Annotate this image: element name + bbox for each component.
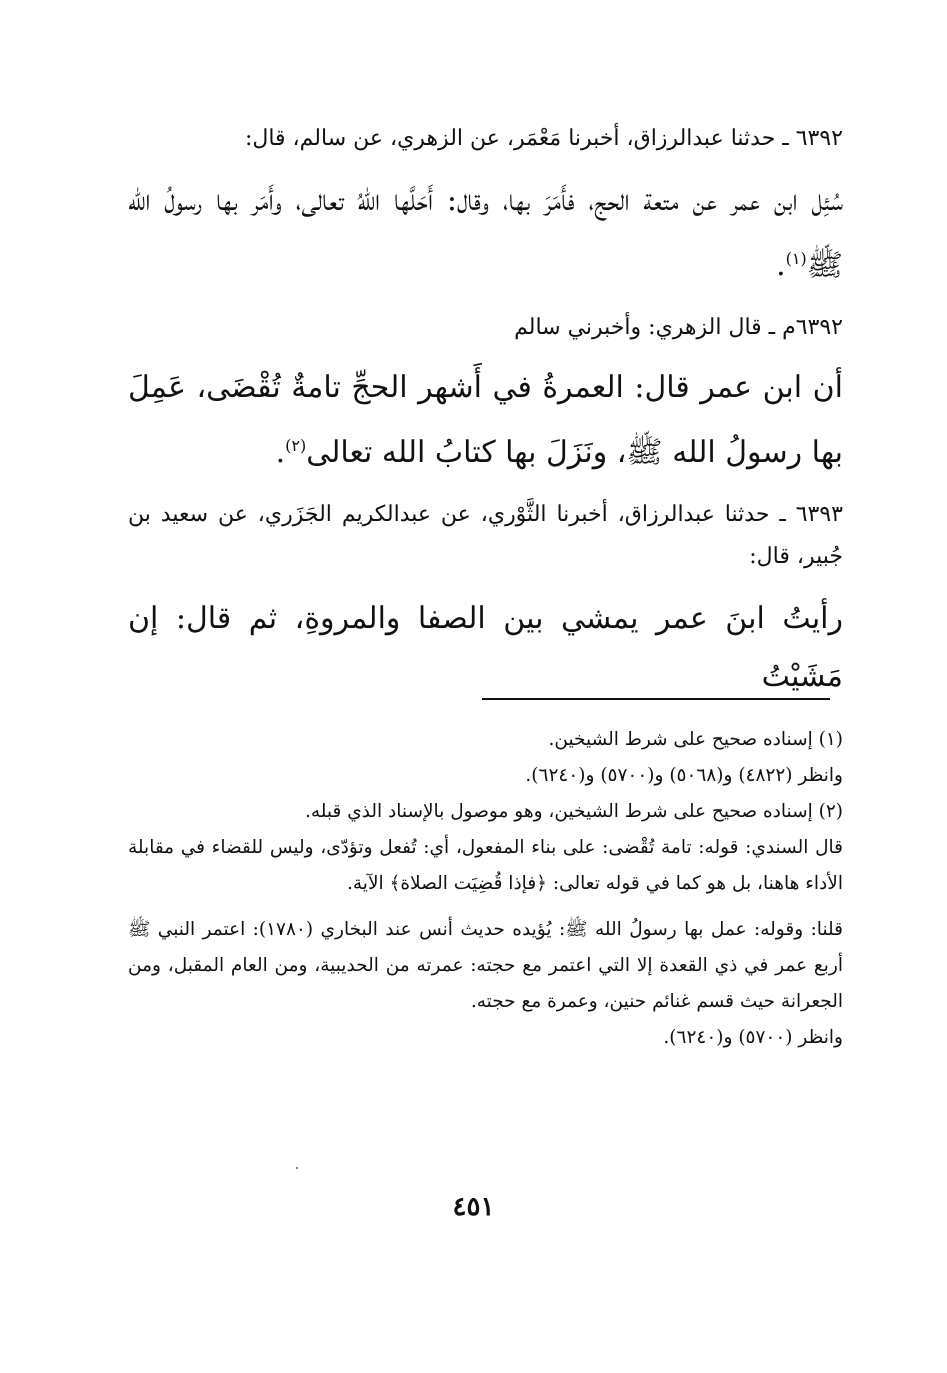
- page-number: ٤٥١: [452, 1192, 495, 1222]
- hadith-6392-matn: [128, 172, 843, 295]
- footnote-2-line-1: (٢) إسناده صحيح على شرط الشيخين، وهو موصول بالإسناد الذي قبله.: [304, 801, 843, 822]
- footnote-2-qulna: قلنا: وقوله: عمل بها رسولُ الله ﷺ: يُؤيده حديث أنس عند البخاري (١٧٨٠): اعتمر النبي ﷺ أربع عمر في ذي القعدة إلا التي اعتمر مع حجته: عمرته من الحديبية، ومن العام المقبل، ومن الجعرانة حيث قسم غنائم حنين، وعمرة مع حجته.: [128, 919, 843, 1012]
- hadith-6392m-matn: [128, 359, 843, 482]
- footnotes: [128, 722, 843, 1056]
- hadith-6393-chain: ٦٣٩٣ ـ حدثنا عبدالرزاق، أخبرنا الثَّوْري، عن عبدالكريم الجَزَري، عن سعيد بن جُبير، قال:: [128, 502, 843, 569]
- hadith-6392m-chain: ٦٣٩٢م ـ قال الزهري: وأخبرني سالم: [514, 315, 843, 340]
- footnote-2-last: وانظر (٥٧٠٠) و(٦٢٤٠).: [663, 1027, 843, 1048]
- footnote-2-sindi: قال السندي: قوله: تامة تُقْضى: على بناء المفعول، أي: تُفعل وتؤدّى، وليس للقضاء في مقابلة الأداء هاهنا، بل هو كما في قوله تعالى: ﴿فإذا قُضِيَت الصلاة﴾ الآية.: [128, 837, 843, 894]
- hadith-6392-matn-text: سُئِل ابن عمر عن متعة الحج، فأَمَرَ بها، وقال: أَحَلَّها اللهُ تعالى، وأَمَر بها رسولُ الله ﷺ: [128, 183, 843, 283]
- footnote-ref-2[interactable]: (٢): [285, 436, 307, 455]
- footnote-1-line-1: (١) إسناده صحيح على شرط الشيخين.: [548, 729, 843, 750]
- main-text: [128, 118, 843, 718]
- hadith-6392-end: .: [776, 248, 786, 283]
- hadith-6392-chain: ٦٣٩٢ ـ حدثنا عبدالرزاق، أخبرنا مَعْمَر، عن الزهري، عن سالم، قال:: [244, 126, 843, 151]
- hadith-6392m-end: .: [275, 435, 286, 470]
- scan-speck: [296, 1167, 298, 1169]
- footnote-separator: [482, 698, 830, 700]
- hadith-6393-matn: رأيتُ ابنَ عمر يمشي بين الصفا والمروةِ، ثم قال: إن مَشَيْتُ: [128, 601, 843, 694]
- footnote-1-line-2: وانظر (٤٨٢٢) و(٥٠٦٨) و(٥٧٠٠) و(٦٢٤٠).: [525, 765, 843, 786]
- hadith-6392m-matn-text: أن ابن عمر قال: العمرةُ في أَشهر الحجِّ تامةٌ تُقْضَى، عَمِلَ بها رسولُ الله ﷺ، ونَزَلَ بها كتابُ الله تعالى: [128, 370, 843, 470]
- footnote-ref-1[interactable]: (١): [785, 249, 807, 268]
